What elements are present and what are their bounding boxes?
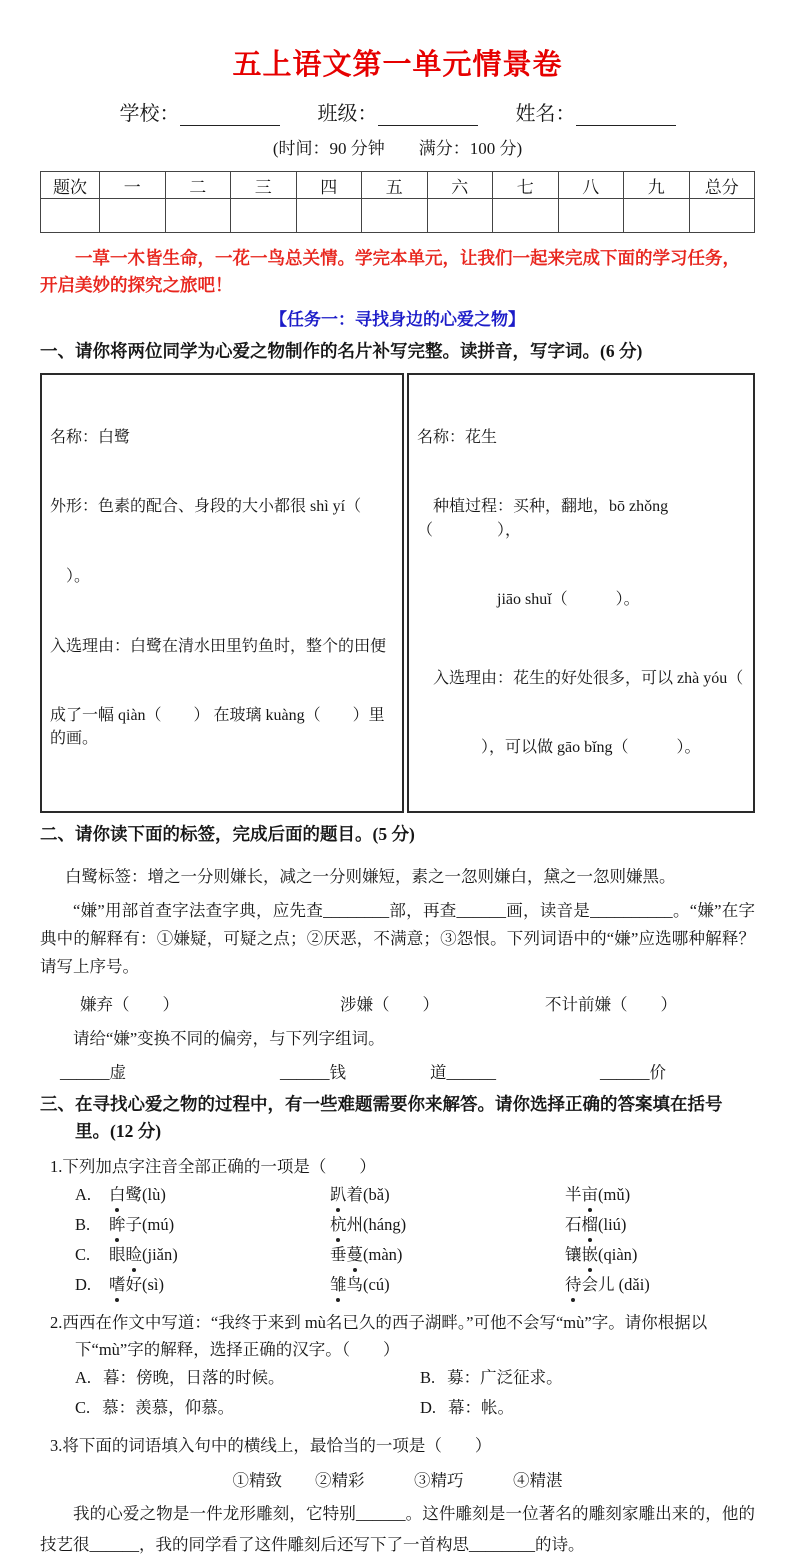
pinyin-post: 会儿 (dǎi): [581, 1275, 650, 1295]
radical-item: ______虚: [60, 1063, 126, 1083]
score-empty-cell: [689, 199, 755, 233]
dotted-char: 嗜: [109, 1270, 126, 1300]
school-blank: [180, 104, 280, 126]
option-item: [75, 1363, 420, 1393]
option-row-a: [75, 1180, 755, 1210]
dotted-char: 蔓: [347, 1240, 364, 1270]
score-table: [40, 171, 755, 233]
dotted-char: 待: [565, 1270, 582, 1300]
word-item: 涉嫌（ ）: [340, 995, 439, 1015]
score-header-cell: 七: [493, 172, 559, 199]
pinyin-item: [109, 1270, 330, 1300]
card-line: jiāo shuǐ（ ）。: [417, 591, 640, 609]
section2-heading: 二、请你读下面的标签，完成后面的题目。(5 分): [40, 823, 415, 844]
word-item: 不计前嫌（ ）: [545, 995, 677, 1015]
option-item: [75, 1393, 420, 1423]
dictionary-paragraph: “嫌”用部首查字法查字典，应先查________部，再查______画，读音是__________。“嫌”在字典中的解释有：①嫌疑，可疑之点；②厌恶，不满意；③怨恨。下列词语中的“嫌”应选哪种解释？请写上序号。: [40, 901, 755, 977]
pinyin-item: [330, 1180, 565, 1210]
name-field: [516, 97, 676, 126]
school-field: [120, 97, 280, 126]
card-line: ），可以做 gāo bǐng（ ）。: [417, 739, 701, 757]
dotted-char: 雏: [330, 1270, 347, 1300]
option-text: 暮：傍晚，日落的时候。: [103, 1367, 285, 1387]
option-label: C.: [75, 1245, 91, 1265]
score-table-header-row: [41, 172, 755, 199]
pinyin-pre: 垂: [330, 1245, 347, 1265]
score-header-cell: 总分: [689, 172, 755, 199]
score-header-cell: 二: [165, 172, 231, 199]
score-empty-cell: [165, 199, 231, 233]
pinyin-post: 鹭(lù): [125, 1185, 166, 1205]
class-field: [318, 97, 478, 126]
card-line: ）。: [50, 568, 91, 585]
option-label: D.: [75, 1275, 92, 1295]
name-label: 姓名：: [515, 103, 576, 125]
option-row-ab: [75, 1363, 755, 1393]
pinyin-post: (mǔ): [598, 1185, 631, 1205]
card-line: 外形：色素的配合、身段的大小都很 shì yí（: [50, 498, 362, 516]
card-line: 入选理由：花生的好处很多，可以 zhà yóu（: [417, 669, 744, 687]
section3-heading: 三、在寻找心爱之物的过程中，有一些难题需要你来解答。请你选择正确的答案填在括号里。(12 分): [40, 1094, 723, 1141]
score-empty-cell: [624, 199, 690, 233]
pinyin-pre: 眼: [109, 1245, 126, 1265]
option-label: B.: [75, 1215, 91, 1235]
option-item: [420, 1393, 755, 1423]
student-info-line: [40, 97, 755, 126]
score-header-cell: 六: [427, 172, 493, 199]
pinyin-item: [565, 1270, 755, 1300]
dotted-char: 眸: [109, 1210, 126, 1240]
score-empty-cell: [427, 199, 493, 233]
class-blank: [378, 104, 478, 126]
pinyin-post: 好(sì): [125, 1275, 164, 1295]
question3-choices: ①精致 ②精彩 ③精巧 ④精湛: [232, 1471, 563, 1491]
score-header-cell: 三: [231, 172, 297, 199]
dotted-char: 杭: [330, 1210, 347, 1240]
card-egret: [40, 373, 404, 813]
option-text: 募：广泛征求。: [447, 1367, 563, 1387]
radical-item: 道______: [430, 1063, 496, 1083]
score-header-cell: 题次: [41, 172, 100, 199]
option-label: A.: [75, 1367, 92, 1387]
exam-paper: [0, 42, 793, 1560]
name-blank: [576, 104, 676, 126]
dotted-char: 白: [109, 1180, 126, 1210]
unit-intro-text: 一草一木皆生命，一花一鸟总关情。学完本单元，让我们一起来完成下面的学习任务，开启美妙的探究之旅吧！: [40, 248, 740, 296]
question2-options: [75, 1363, 755, 1423]
word-item: 嫌弃（ ）: [80, 995, 179, 1015]
pinyin-item: [565, 1240, 755, 1270]
egret-label-line: 白鹭标签：增之一分则嫌长，减之一分则嫌短，素之一忽则嫌白，黛之一忽则嫌黑。: [65, 867, 676, 887]
pinyin-pre: 半: [565, 1185, 582, 1205]
school-label: 学校：: [119, 103, 180, 125]
score-header-cell: 四: [296, 172, 362, 199]
section1-heading: 一、请你将两位同学为心爱之物制作的名片补写完整。读拼音，写字词。(6 分): [40, 341, 643, 362]
score-empty-cell: [362, 199, 428, 233]
question3-paragraph: 我的心爱之物是一件龙形雕刻，它特别______。这件雕刻是一位著名的雕刻家雕出来的，他的技艺很______，我的同学看了这件雕刻后还写下了一首构思________的诗。: [40, 1504, 755, 1554]
card-line: 名称：白鹭: [50, 428, 131, 446]
time-score-line: (时间：90 分钟 满分：100 分): [272, 139, 523, 158]
dotted-char: 嵌: [582, 1240, 599, 1270]
score-table-empty-row: [41, 199, 755, 233]
question1-stem: 1.下列加点字注音全部正确的一项是（ ）: [50, 1156, 376, 1176]
card-line: 成了一幅 qiàn（ ） 在玻璃 kuàng（ ）里的画。: [50, 707, 385, 748]
score-header-cell: 八: [558, 172, 624, 199]
score-header-cell: 九: [624, 172, 690, 199]
pinyin-item: [565, 1210, 755, 1240]
score-empty-cell: [296, 199, 362, 233]
card-line: 名称：花生: [417, 428, 498, 446]
radical-words-row: [60, 1059, 755, 1083]
score-empty-cell: [231, 199, 297, 233]
pinyin-item: [109, 1180, 330, 1210]
card-peanut: [407, 373, 755, 813]
score-header-cell: 一: [100, 172, 166, 199]
score-header-cell: 五: [362, 172, 428, 199]
radical-item: ______钱: [280, 1063, 346, 1083]
pinyin-item: [330, 1210, 565, 1240]
dotted-char: 趴: [330, 1180, 347, 1210]
option-label: C.: [75, 1397, 91, 1417]
pinyin-post: (qiàn): [598, 1245, 638, 1265]
pinyin-item: [109, 1210, 330, 1240]
pinyin-item: [565, 1180, 755, 1210]
option-item: [420, 1363, 755, 1393]
pinyin-post: (jiǎn): [142, 1245, 178, 1265]
question3-stem: 3.将下面的词语填入句中的横线上，最恰当的一项是（ ）: [50, 1435, 492, 1455]
pinyin-post: 着(bǎ): [346, 1185, 390, 1205]
option-text: 幕：帐。: [448, 1397, 515, 1417]
pinyin-post: 州(háng): [346, 1215, 407, 1235]
pinyin-post: (màn): [363, 1245, 403, 1265]
score-empty-cell: [100, 199, 166, 233]
task1-heading: 【任务一：寻找身边的心爱之物】: [270, 310, 525, 330]
option-label: D.: [420, 1397, 437, 1417]
radical-item: ______价: [600, 1063, 666, 1083]
card-line: 种植过程：买种，翻地，bō zhǒng（ ），: [417, 498, 669, 539]
pinyin-post: 子(mú): [125, 1215, 175, 1235]
dotted-char: 榴: [582, 1210, 599, 1240]
card-line: 入选理由：白鹭在清水田里钓鱼时，整个的田便: [50, 637, 387, 655]
option-row-d: [75, 1270, 755, 1300]
xian-words-row: [80, 991, 755, 1015]
pinyin-post: 鸟(cú): [346, 1275, 390, 1295]
score-empty-cell: [493, 199, 559, 233]
pinyin-pre: 镶: [565, 1245, 582, 1265]
page-title: 五上语文第一单元情景卷: [232, 49, 563, 81]
pinyin-item: [330, 1240, 565, 1270]
pinyin-post: (liú): [598, 1215, 627, 1235]
option-row-c: [75, 1240, 755, 1270]
pinyin-item: [330, 1270, 565, 1300]
option-label: B.: [420, 1367, 436, 1387]
radical-instruction: 请给“嫌”变换不同的偏旁，与下列字组词。: [73, 1029, 385, 1049]
pinyin-item: [109, 1240, 330, 1270]
question2-stem: 2.西西在作文中写道：“我终于来到 mù名已久的西子湖畔。”可他不会写“mù”字。请你根据以下“mù”字的解释，选择正确的汉字。（ ）: [50, 1313, 708, 1359]
score-empty-cell: [558, 199, 624, 233]
class-label: 班级：: [317, 103, 378, 125]
dotted-char: 睑: [126, 1240, 143, 1270]
option-row-cd: [75, 1393, 755, 1423]
option-label: A.: [75, 1185, 92, 1205]
score-empty-cell: [41, 199, 100, 233]
option-text: 慕：羡慕，仰慕。: [102, 1397, 235, 1417]
dotted-char: 亩: [582, 1180, 599, 1210]
name-cards: [40, 373, 755, 813]
question1-options: [75, 1180, 755, 1300]
option-row-b: [75, 1210, 755, 1240]
pinyin-pre: 石: [565, 1215, 582, 1235]
